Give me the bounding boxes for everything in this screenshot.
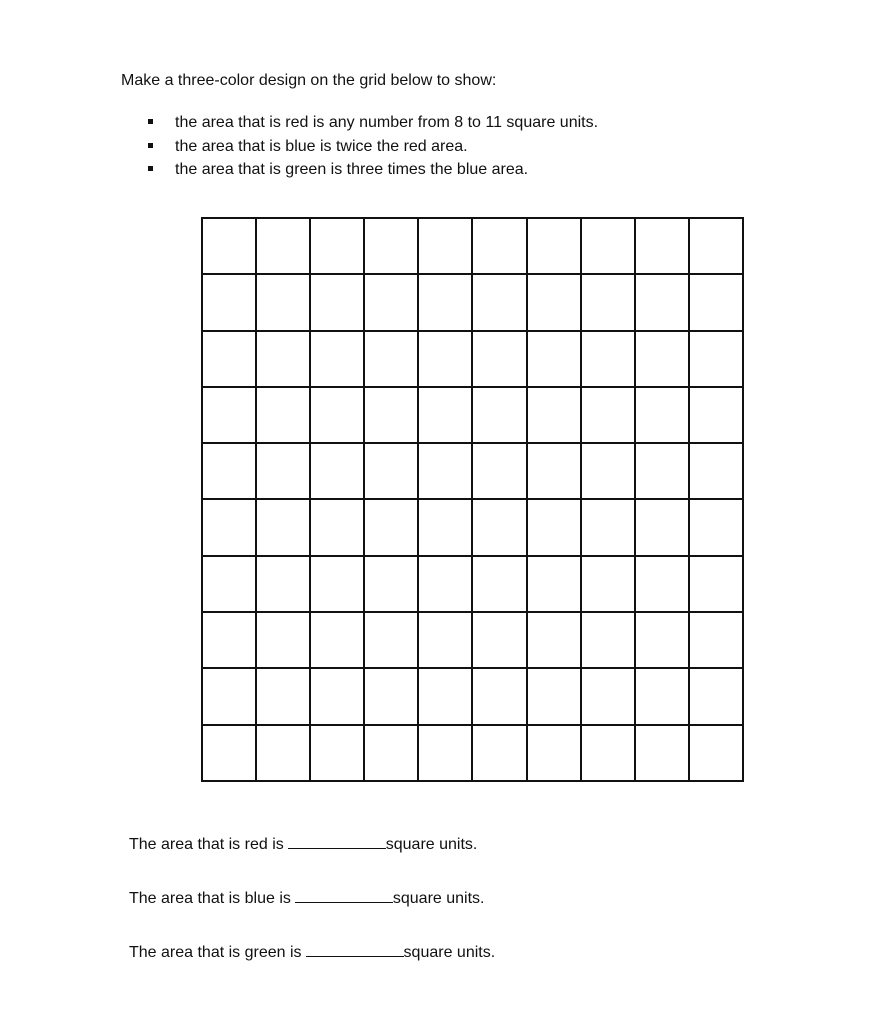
grid-cell[interactable] (419, 332, 473, 388)
grid-cell[interactable] (528, 613, 582, 669)
grid-cell[interactable] (257, 219, 311, 275)
grid-cell[interactable] (311, 557, 365, 613)
grid-cell[interactable] (311, 444, 365, 500)
answer-green-prefix: The area that is green is (129, 944, 302, 961)
grid-cell[interactable] (203, 613, 257, 669)
grid-cell[interactable] (257, 275, 311, 331)
grid-cell[interactable] (528, 388, 582, 444)
answer-blue-line (129, 886, 484, 910)
grid-cell[interactable] (203, 388, 257, 444)
grid-cell[interactable] (582, 388, 636, 444)
answer-green-line (129, 940, 495, 964)
grid-cell[interactable] (636, 275, 690, 331)
grid-cell[interactable] (473, 444, 527, 500)
grid-cell[interactable] (473, 388, 527, 444)
grid-cell[interactable] (528, 557, 582, 613)
grid-cell[interactable] (690, 669, 744, 725)
answer-blue-prefix: The area that is blue is (129, 890, 291, 907)
grid-cell[interactable] (365, 613, 419, 669)
grid-cell[interactable] (636, 500, 690, 556)
grid-cell[interactable] (419, 388, 473, 444)
grid-cell[interactable] (203, 219, 257, 275)
grid-cell[interactable] (473, 613, 527, 669)
grid-cell[interactable] (582, 275, 636, 331)
grid-cell[interactable] (528, 500, 582, 556)
grid-cell[interactable] (690, 332, 744, 388)
grid-cell[interactable] (365, 388, 419, 444)
grid-cell[interactable] (365, 332, 419, 388)
answer-red-prefix: The area that is red is (129, 836, 284, 853)
answer-blue-blank[interactable] (295, 886, 393, 903)
grid-cell[interactable] (473, 557, 527, 613)
grid-cell[interactable] (473, 332, 527, 388)
grid-cell[interactable] (636, 613, 690, 669)
grid-cell[interactable] (690, 613, 744, 669)
grid-cell[interactable] (473, 669, 527, 725)
bullet-square-icon (148, 143, 153, 148)
grid-cell[interactable] (311, 332, 365, 388)
grid-cell[interactable] (311, 275, 365, 331)
grid-cell[interactable] (528, 275, 582, 331)
instructions-intro: Make a three-color design on the grid below to show: (121, 72, 497, 89)
grid-cell[interactable] (311, 500, 365, 556)
grid-cell[interactable] (257, 726, 311, 782)
grid-cell[interactable] (311, 613, 365, 669)
grid-cell[interactable] (690, 388, 744, 444)
grid-cell[interactable] (528, 669, 582, 725)
grid-cell[interactable] (636, 669, 690, 725)
grid-cell[interactable] (365, 726, 419, 782)
grid-cell[interactable] (419, 726, 473, 782)
bullet-text: the area that is green is three times the blue area. (175, 161, 529, 178)
answer-red-line (129, 832, 477, 856)
grid-cell[interactable] (203, 557, 257, 613)
grid-cell[interactable] (203, 275, 257, 331)
grid-cell[interactable] (636, 444, 690, 500)
grid-cell[interactable] (257, 388, 311, 444)
grid-cell[interactable] (203, 444, 257, 500)
grid-cell[interactable] (311, 388, 365, 444)
grid-cell[interactable] (365, 444, 419, 500)
answer-blue-suffix: square units. (392, 890, 485, 907)
grid-cell[interactable] (257, 557, 311, 613)
grid-cell[interactable] (203, 332, 257, 388)
bullet-square-icon (148, 166, 153, 171)
grid-cell[interactable] (419, 557, 473, 613)
grid-cell[interactable] (419, 275, 473, 331)
bullet-text: the area that is red is any number from 8 to 11 square units. (175, 114, 599, 131)
grid-cell[interactable] (473, 219, 527, 275)
grid-cell[interactable] (257, 444, 311, 500)
bullet-square-icon (148, 119, 153, 124)
grid-cell[interactable] (690, 444, 744, 500)
grid-cell[interactable] (311, 219, 365, 275)
grid-cell[interactable] (582, 726, 636, 782)
grid-cell[interactable] (473, 275, 527, 331)
grid-cell[interactable] (419, 669, 473, 725)
grid-cell[interactable] (419, 219, 473, 275)
grid-cell[interactable] (365, 275, 419, 331)
grid-cell[interactable] (528, 444, 582, 500)
grid-cell[interactable] (311, 669, 365, 725)
grid-cell[interactable] (582, 219, 636, 275)
grid-cell[interactable] (636, 332, 690, 388)
grid-cell[interactable] (203, 726, 257, 782)
grid-cell[interactable] (257, 332, 311, 388)
grid-cell[interactable] (582, 613, 636, 669)
grid-cell[interactable] (582, 500, 636, 556)
grid-cell[interactable] (528, 219, 582, 275)
answer-green-suffix: square units. (403, 944, 496, 961)
grid-cell[interactable] (690, 726, 744, 782)
grid-cell[interactable] (582, 557, 636, 613)
bullet-item-blue (148, 135, 598, 159)
grid-cell[interactable] (257, 613, 311, 669)
grid-cell[interactable] (365, 500, 419, 556)
grid-cell[interactable] (365, 219, 419, 275)
grid-cell[interactable] (636, 557, 690, 613)
grid-cell[interactable] (365, 557, 419, 613)
grid-cell[interactable] (203, 669, 257, 725)
grid-cell[interactable] (528, 332, 582, 388)
grid-cell[interactable] (636, 219, 690, 275)
grid-cell[interactable] (582, 669, 636, 725)
grid-cell[interactable] (473, 500, 527, 556)
bullet-item-red (148, 111, 598, 135)
answer-red-suffix: square units. (385, 836, 478, 853)
bullet-item-green (148, 158, 598, 182)
grid-cell[interactable] (311, 726, 365, 782)
grid-cell[interactable] (365, 669, 419, 725)
grid-cell[interactable] (419, 500, 473, 556)
grid-cell[interactable] (690, 500, 744, 556)
grid-cell[interactable] (257, 500, 311, 556)
grid-cell[interactable] (582, 332, 636, 388)
grid-cell[interactable] (528, 726, 582, 782)
grid-cell[interactable] (636, 726, 690, 782)
grid-cell[interactable] (690, 275, 744, 331)
grid-cell[interactable] (473, 726, 527, 782)
answer-green-blank[interactable] (306, 940, 404, 957)
design-grid (201, 217, 744, 782)
answer-red-blank[interactable] (288, 832, 386, 849)
grid-cell[interactable] (690, 219, 744, 275)
grid-cell[interactable] (690, 557, 744, 613)
grid-cell[interactable] (203, 500, 257, 556)
grid-cell[interactable] (419, 613, 473, 669)
bullet-text: the area that is blue is twice the red area. (175, 137, 468, 155)
grid-cell[interactable] (582, 444, 636, 500)
grid-cell[interactable] (257, 669, 311, 725)
grid-cell[interactable] (419, 444, 473, 500)
instruction-bullet-list (148, 111, 598, 182)
grid-cell[interactable] (636, 388, 690, 444)
